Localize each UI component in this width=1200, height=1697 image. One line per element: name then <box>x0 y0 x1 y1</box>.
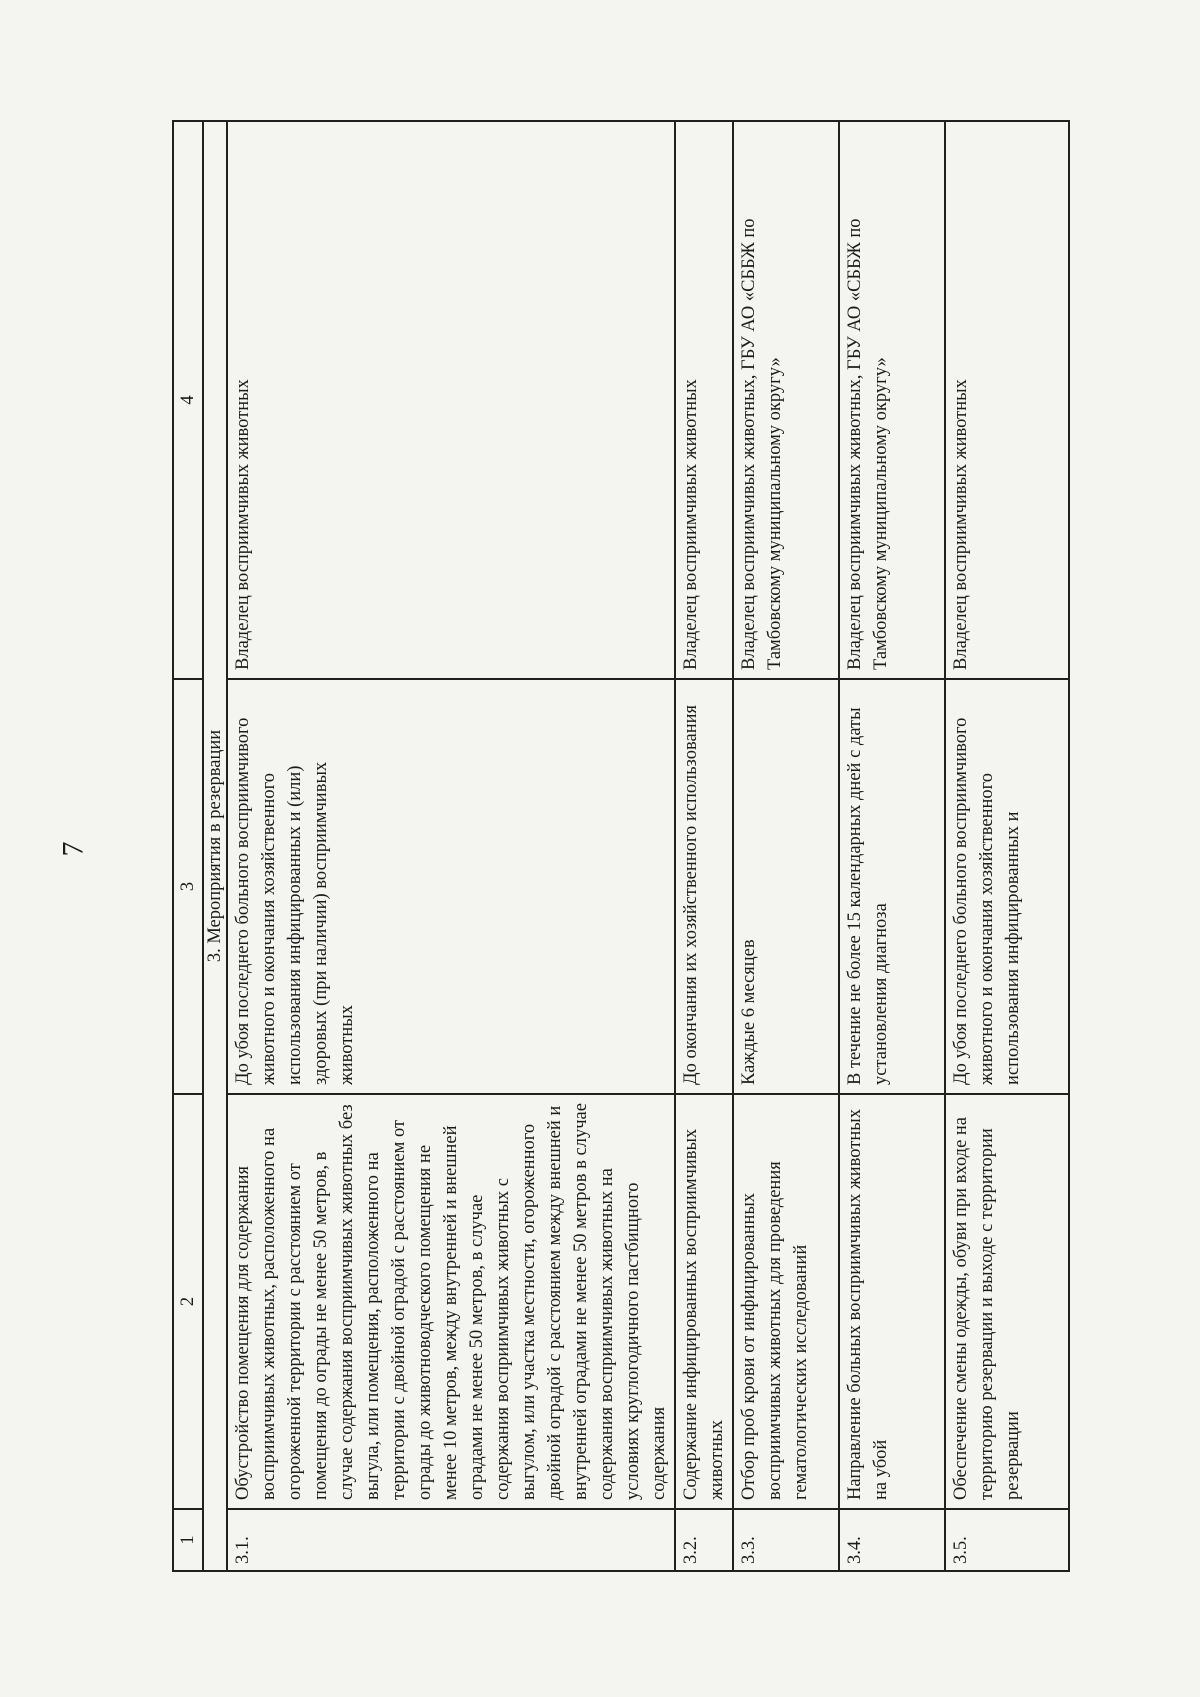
table-row <box>733 121 839 1571</box>
section-row <box>203 121 227 1571</box>
row-term: До убоя последнего больного восприимчивого животного и окончания хозяйственного использования инфицированных и (или) здоровых (при наличии) восприимчивых животных <box>227 679 675 1094</box>
row-term: До окончания их хозяйственного использования <box>675 679 733 1094</box>
table-row <box>839 121 945 1571</box>
measures-table-container <box>172 122 1110 1572</box>
row-term: Каждые 6 месяцев <box>733 679 839 1094</box>
row-responsible: Владелец восприимчивых животных, ГБУ АО «СББЖ по Тамбовскому муниципальному округу» <box>733 121 839 679</box>
row-term: В течение не более 15 календарных дней с даты установления диагноза <box>839 679 945 1094</box>
table-row <box>675 121 733 1571</box>
row-number: 3.1. <box>227 1509 675 1571</box>
header-col-2: 2 <box>173 1094 203 1509</box>
row-measure: Обеспечение смены одежды, обуви при входе на территорию резервации и выходе с территории резервации <box>945 1094 1069 1509</box>
header-col-3: 3 <box>173 679 203 1094</box>
row-term: До убоя последнего больного восприимчивого животного и окончания хозяйственного использования инфицированных и <box>945 679 1069 1094</box>
header-col-1: 1 <box>173 1509 203 1571</box>
row-measure: Отбор проб крови от инфицированных восприимчивых животных для проведения гематологических исследований <box>733 1094 839 1509</box>
row-number: 3.4. <box>839 1509 945 1571</box>
row-responsible: Владелец восприимчивых животных, ГБУ АО «СББЖ по Тамбовскому муниципальному округу» <box>839 121 945 679</box>
page-number: 7 <box>56 841 90 857</box>
header-row <box>173 121 203 1571</box>
row-measure: Содержание инфицированных восприимчивых животных <box>675 1094 733 1509</box>
row-measure: Направление больных восприимчивых животных на убой <box>839 1094 945 1509</box>
row-responsible: Владелец восприимчивых животных <box>227 121 675 679</box>
measures-table <box>172 120 1070 1572</box>
row-measure: Обустройство помещения для содержания восприимчивых животных, расположенного на огороженной территории с расстоянием от помещения до ограды не менее 50 метров, в случае содержания восприимчивых животных без выгула, или помещения, расположенного на территории с двойной оградой с расстоянием от ограды до животноводческого помещения не менее 10 метров, между внутренней и внешней оградами не менее 50 метров, в случае содержания восприимчивых животных с выгулом, или участка местности, огороженного двойной оградой с расстоянием между внешней и внутренней оградами не менее 50 метров в случае содержания восприимчивых животных на условиях круглогодичного пастбищного содержания <box>227 1094 675 1509</box>
header-col-4: 4 <box>173 121 203 679</box>
table-row <box>945 121 1069 1571</box>
row-responsible: Владелец восприимчивых животных <box>675 121 733 679</box>
section-title: 3. Мероприятия в резервации <box>203 121 227 1571</box>
row-number: 3.2. <box>675 1509 733 1571</box>
row-number: 3.5. <box>945 1509 1069 1571</box>
table-row <box>227 121 675 1571</box>
row-responsible: Владелец восприимчивых животных <box>945 121 1069 679</box>
row-number: 3.3. <box>733 1509 839 1571</box>
